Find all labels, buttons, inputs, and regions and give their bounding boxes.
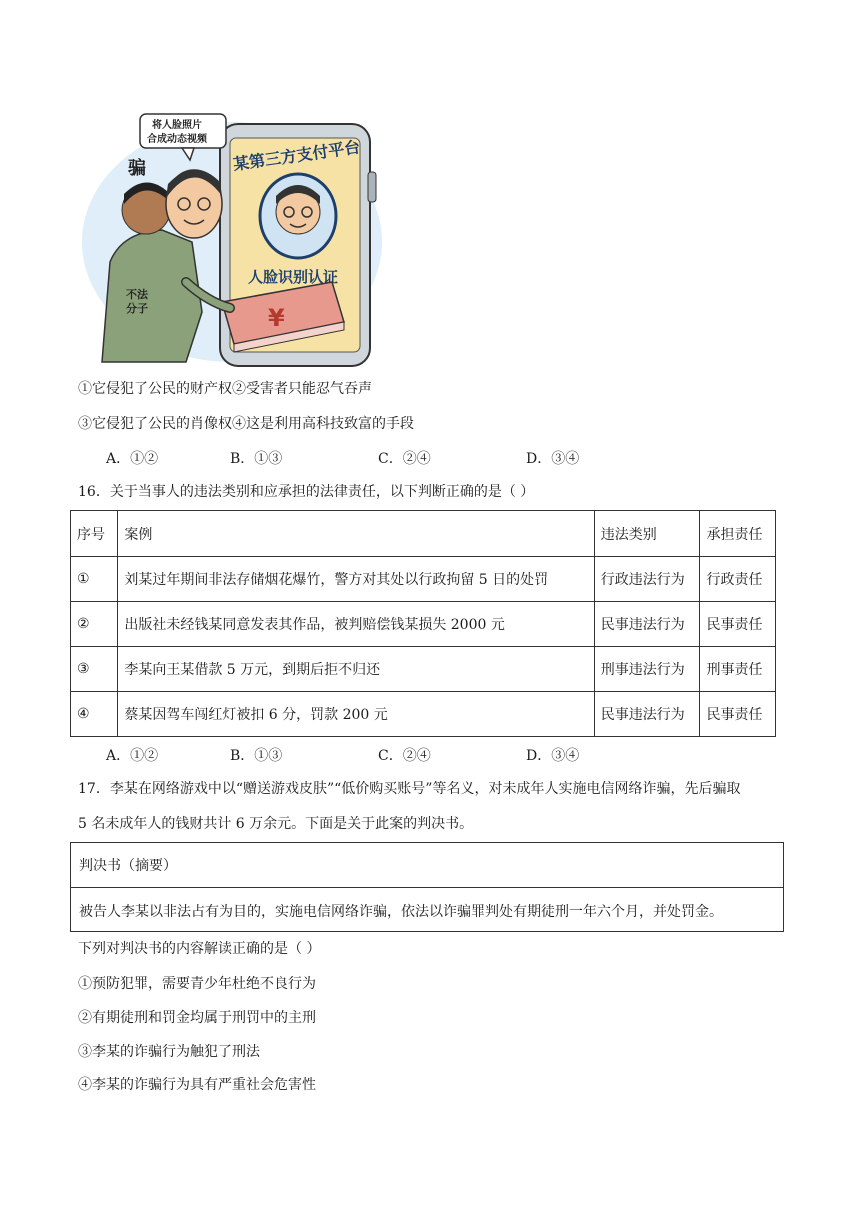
q17-statement-2: ②有期徒刑和罚金均属于刑罚中的主刑 (78, 1010, 316, 1026)
table-cell: 刘某过年期间非法存储烟花爆竹，警方对其处以行政拘留 5 日的处罚 (118, 557, 594, 602)
bubble-line1: 将人脸照片 (152, 120, 202, 131)
table-cell: 民事责任 (700, 602, 776, 647)
bubble-line2: 合成动态视频 (147, 134, 207, 145)
table-cell: ③ (71, 647, 118, 692)
q17-statement-3: ③李某的诈骗行为触犯了刑法 (78, 1044, 260, 1060)
q16-option-a[interactable]: A．①② (106, 748, 159, 764)
q17-statement-1: ①预防犯罪，需要青少年杜绝不良行为 (78, 976, 316, 992)
table-cell: ④ (71, 692, 118, 737)
table-row (71, 647, 776, 692)
table-cell: 行政责任 (700, 557, 776, 602)
criminal-label-2: 分子 (126, 302, 148, 315)
table-cell: 行政违法行为 (594, 557, 700, 602)
header-cell: 承担责任 (700, 511, 776, 557)
q15-option-a[interactable]: A．①② (106, 451, 159, 467)
table-cell: 出版社未经钱某同意发表其作品，被判赔偿钱某损失 2000 元 (118, 602, 594, 647)
table-cell: 李某向王某借款 5 万元，到期后拒不归还 (118, 647, 594, 692)
cheat-character: 骗 (128, 158, 146, 179)
table-row (71, 602, 776, 647)
table-cell: 民事责任 (700, 692, 776, 737)
header-cell: 序号 (71, 511, 118, 557)
header-cell: 违法类别 (594, 511, 700, 557)
q17-stem-line2: 5 名未成年人的钱财共计 6 万余元。下面是关于此案的判决书。 (78, 816, 474, 832)
table-cell: 刑事责任 (700, 647, 776, 692)
q17-question: 下列对判决书的内容解读正确的是（ ） (78, 941, 321, 957)
q16-option-b[interactable]: B．①③ (230, 748, 283, 764)
table-row (71, 692, 776, 737)
table-cell: 民事违法行为 (594, 692, 700, 737)
table-cell: 蔡某因驾车闯红灯被扣 6 分，罚款 200 元 (118, 692, 594, 737)
q15-option-c[interactable]: C．②④ (378, 451, 431, 467)
table-cell: ① (71, 557, 118, 602)
q17-stem-line1: 17．李某在网络游戏中以“赠送游戏皮肤”“低价购买账号”等名义，对未成年人实施电信网络诈骗，先后骗取 (78, 781, 741, 797)
q15-statement-2: ③它侵犯了公民的肖像权④这是利用高科技致富的手段 (78, 416, 414, 432)
fraud-cartoon-illustration (82, 112, 404, 370)
q17-statement-4: ④李某的诈骗行为具有严重社会危害性 (78, 1077, 316, 1093)
criminal-body (102, 230, 202, 362)
q15-option-b[interactable]: B．①③ (230, 451, 283, 467)
judgement-body: 被告人李某以非法占有为目的，实施电信网络诈骗，依法以诈骗罪判处有期徒刑一年六个月，并处罚金。 (79, 904, 723, 920)
q16-option-c[interactable]: C．②④ (378, 748, 431, 764)
judgement-title: 判决书（摘要） (79, 858, 177, 874)
money-symbol: ¥ (268, 304, 285, 332)
table-cell: ② (71, 602, 118, 647)
header-cell: 案例 (118, 511, 594, 557)
q15-option-d[interactable]: D．③④ (526, 451, 580, 467)
face-auth-label: 人脸识别认证 (248, 268, 339, 286)
q16-stem: 16．关于当事人的违法类别和应承担的法律责任，以下判断正确的是（ ） (78, 484, 535, 500)
q15-statement-1: ①它侵犯了公民的财产权②受害者只能忍气吞声 (78, 381, 372, 397)
platform-title: 某第三方支付平台 (231, 137, 362, 174)
q16-option-d[interactable]: D．③④ (526, 748, 580, 764)
judgement-box (70, 842, 784, 932)
q16-table (70, 510, 776, 737)
table-header-row (71, 511, 776, 557)
table-row (71, 557, 776, 602)
criminal-label-1: 不法 (126, 288, 148, 301)
table-cell: 刑事违法行为 (594, 647, 700, 692)
table-cell: 民事违法行为 (594, 602, 700, 647)
